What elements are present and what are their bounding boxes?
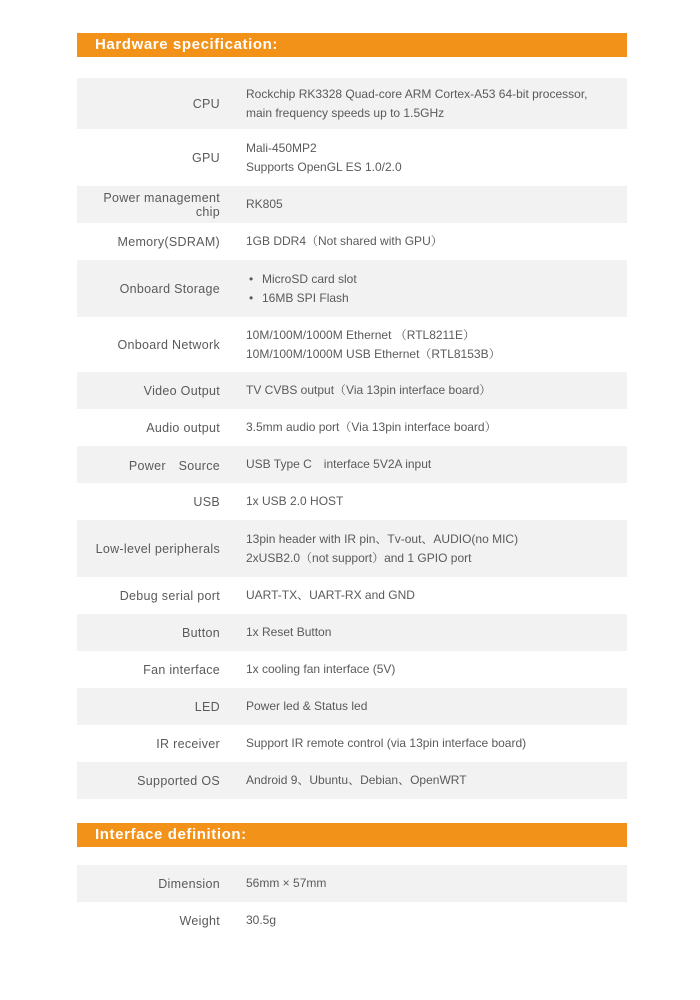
spec-label: Button (182, 625, 220, 640)
spec-row (77, 446, 627, 483)
hardware-spec-table (77, 78, 627, 799)
spec-label: GPU (192, 150, 220, 165)
spec-value-line: 2xUSB2.0（not support）and 1 GPIO port (246, 550, 472, 565)
spec-row (77, 372, 627, 409)
spec-value-line: USB Type C interface 5V2A input (246, 457, 432, 471)
spec-value-bullet: • MicroSD card slot (246, 270, 357, 289)
spec-label: Memory(SDRAM) (117, 234, 220, 249)
spec-value (232, 85, 588, 123)
spec-row (77, 223, 627, 260)
spec-value (232, 195, 283, 214)
spec-label: Dimension (158, 876, 220, 891)
spec-value (232, 418, 497, 437)
spec-value-line: 56mm × 57mm (246, 876, 327, 890)
spec-value-line: Supports OpenGL ES 1.0/2.0 (246, 159, 402, 174)
spec-value-line: 10M/100M/1000M USB Ethernet（RTL8153B） (246, 346, 501, 361)
spec-value-line: 10M/100M/1000M Ethernet （RTL8211E） (246, 327, 476, 342)
spec-value (232, 586, 415, 605)
hardware-section-header (77, 33, 627, 57)
spec-label: Onboard Storage (119, 281, 220, 296)
spec-value (232, 530, 518, 568)
spec-value (232, 734, 526, 753)
spec-label: Video Output (143, 383, 220, 398)
spec-label: Audio output (146, 420, 220, 435)
spec-row (77, 409, 627, 446)
spec-row (77, 865, 627, 902)
spec-value (232, 874, 326, 893)
spec-value (232, 326, 501, 364)
spec-value-line: TV CVBS output（Via 13pin interface board） (246, 383, 492, 397)
spec-label: LED (194, 699, 220, 714)
spec-row (77, 317, 627, 372)
spec-label: Power Source (128, 458, 220, 473)
spec-value (232, 455, 431, 474)
spec-label: Low-level peripherals (95, 541, 220, 556)
spec-row (77, 577, 627, 614)
spec-row (77, 762, 627, 799)
spec-row (77, 129, 627, 186)
spec-label: Fan interface (143, 662, 220, 677)
interface-section-header (77, 823, 627, 847)
spec-row (77, 902, 627, 939)
spec-row (77, 688, 627, 725)
spec-value-line: RK805 (246, 197, 283, 211)
spec-label: CPU (192, 96, 220, 111)
spec-value (232, 381, 491, 400)
spec-value-line: Support IR remote control (via 13pin interface board) (246, 736, 527, 750)
hardware-section-title: Hardware specification: (95, 36, 279, 53)
spec-label: Weight (179, 913, 220, 928)
spec-label: Power management chip (103, 190, 220, 219)
spec-value-line: 1x Reset Button (246, 625, 332, 639)
spec-row (77, 260, 627, 317)
spec-value (232, 270, 357, 308)
spec-label: IR receiver (156, 736, 220, 751)
spec-value-line: Power led & Status led (246, 699, 368, 713)
spec-row (77, 614, 627, 651)
spec-value (232, 232, 443, 251)
spec-row (77, 186, 627, 223)
spec-value (232, 623, 331, 642)
spec-row (77, 651, 627, 688)
spec-value-line: 1x USB 2.0 HOST (246, 494, 344, 508)
spec-value-line: 13pin header with IR pin、Tv-out、AUDIO(no MIC) (246, 531, 519, 546)
spec-value-line: Android 9、Ubuntu、Debian、OpenWRT (246, 773, 467, 787)
spec-value-line: main frequency speeds up to 1.5GHz (246, 105, 445, 120)
spec-row (77, 520, 627, 577)
spec-value (232, 697, 367, 716)
spec-value (232, 492, 343, 511)
spec-label: USB (193, 494, 220, 509)
spec-row (77, 78, 627, 129)
spec-row (77, 725, 627, 762)
spec-value-line: UART-TX、UART-RX and GND (246, 588, 415, 602)
spec-label: Debug serial port (119, 588, 220, 603)
spec-value-line: 3.5mm audio port（Via 13pin interface board） (246, 420, 497, 434)
interface-section-title: Interface definition: (95, 826, 247, 843)
spec-value-line: Rockchip RK3328 Quad-core ARM Cortex-A53 64-bit processor, (246, 86, 588, 101)
spec-value (232, 139, 402, 177)
spec-value-line: 1x cooling fan interface (5V) (246, 662, 396, 676)
spec-value-line: 1GB DDR4（Not shared with GPU） (246, 234, 443, 248)
spec-value (232, 911, 276, 930)
spec-value (232, 771, 467, 790)
spec-value-bullet: • 16MB SPI Flash (246, 289, 357, 308)
interface-spec-table (77, 865, 627, 939)
spec-label: Supported OS (137, 773, 220, 788)
spec-row (77, 483, 627, 520)
spec-label: Onboard Network (117, 337, 220, 352)
spec-value (232, 660, 395, 679)
spec-value-line: 30.5g (246, 913, 277, 927)
spec-value-line: Mali-450MP2 (246, 140, 317, 155)
